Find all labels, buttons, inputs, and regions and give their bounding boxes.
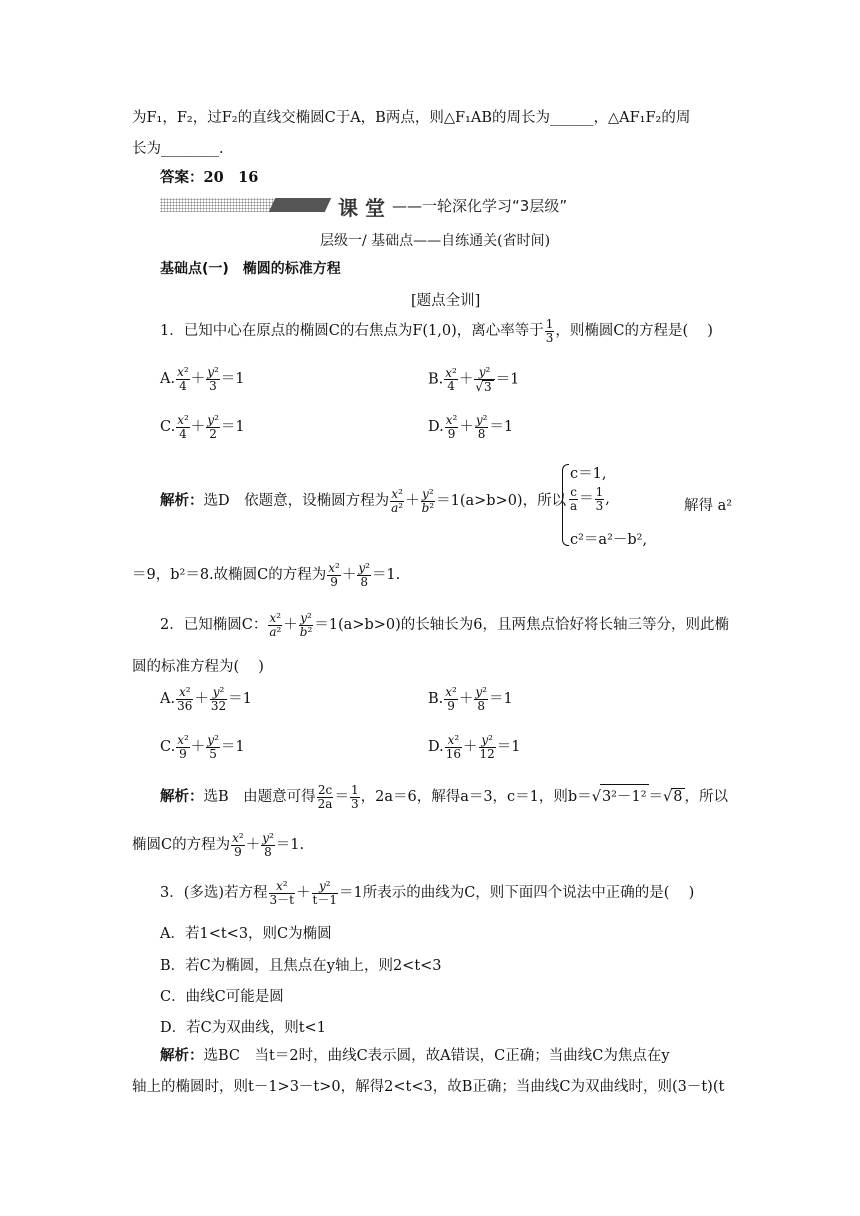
q1-equation-system [562,462,662,546]
q1-stem [160,318,713,344]
system-row-1: c＝1, [570,466,607,482]
q1-option-c: C. $\frac{\text{x²}}{4}$ ＋ $\frac{\text{y²}}{2}$ ＝1 [160,413,245,441]
q3-stem: 3．(多选)若方程 $\frac{\text{x²}}{3-t}$ ＋ $\frac{\text{y²}}{t-1}$ ＝1所表示的曲线为C，则下面四个说法中正确的是( ) [160,879,695,907]
q3-option-b: B．若C为椭圆，且焦点在y轴上，则2<t<3 [160,958,442,974]
q2-stem-line-1: 2．已知椭圆C： $\frac{\text{x²}}{\text{a²}}$ ＋ $\frac{\text{y²}}{\text{b²}}$ ＝1(a>b>0)的长轴长为6，且两焦点恰好将长轴三等分，则此椭 [160,611,730,639]
q1-solution-tail: 解得 a² [684,498,733,514]
q1-solution-line-1: 解析：选D 依题意，设椭圆方程为 $\frac{\text{x²}}{\text{a²}}$ ＋ $\frac{\text{y²}}{\text{b²}}$ ＝1(a>b>0)，所以 [160,487,567,515]
q2-option-a: A. $\frac{\text{x²}}{36}$ ＋ $\frac{\text{y²}}{32}$ ＝1 [160,685,252,713]
q2-option-c: C. $\frac{\text{x²}}{9}$ ＋ $\frac{\text{y²}}{5}$ ＝1 [160,733,245,761]
intro-line-1: 为F₁，F₂，过F₂的直线交椭圆C于A，B两点，则△F₁AB的周长为______，△AF₁F₂的周 [132,110,691,126]
sub-heading: [题点全训] [411,293,481,309]
level-line: 层级一/ 基础点——自练通关(省时间) [320,233,551,249]
q2-stem-line-2: 圆的标准方程为( ) [132,659,264,675]
q2-solution-line-1: 解析：选B 由题意可得 $\frac{2c}{2a}$ ＝ $\frac{1}{3}$ ，2a＝6，解得a＝3，c＝1，则b＝√3²－1² ＝√8 ，所以 [160,783,728,811]
q3-solution-line-2: 轴上的椭圆时，则t－1>3－t>0，解得2<t<3，故B正确；当曲线C为双曲线时，则(3－t)(t [132,1079,725,1095]
q3-option-d: D．若C为双曲线，则t<1 [160,1020,326,1036]
section-heading: 基础点(一) 椭圆的标准方程 [160,261,341,277]
q1-option-b: B. $\frac{\text{x²}}{4}$ ＋ $\frac{\text{y²}}{√3}$ ＝1 [428,365,520,394]
q2-solution-line-2: 椭圆C的方程为 $\frac{\text{x²}}{9}$ ＋ $\frac{\text{y²}}{8}$ ＝1. [132,831,305,859]
q1-option-a: A. $\frac{\text{x²}}{4}$ ＋ $\frac{\text{y²}}{3}$ ＝1 [160,365,245,393]
q3-option-c: C．曲线C可能是圆 [160,989,284,1005]
banner-decoration [160,198,330,212]
q1-stem-text: 1．已知中心在原点的椭圆C的右焦点为F(1,0)，离心率等于 [160,323,544,340]
banner-subtitle: ——一轮深化学习“3层级” [392,197,568,215]
q2-option-b: B. $\frac{\text{x²}}{9}$ ＋ $\frac{\text{y²}}{8}$ ＝1 [428,685,513,713]
q1-solution-line-2: ＝9，b²＝8.故椭圆C的方程为 $\frac{\text{x²}}{9}$ ＋ $\frac{\text{y²}}{8}$ ＝1. [132,561,401,589]
q2-option-d: D. $\frac{\text{x²}}{16}$ ＋ $\frac{\text{y²}}{12}$ ＝1 [428,733,521,761]
q1-eccentricity-fraction: $\frac{1}{3}$ [545,317,554,345]
q3-option-a: A．若1<t<3，则C为椭圆 [160,926,332,942]
q1-option-d: D. $\frac{\text{x²}}{9}$ ＋ $\frac{\text{y²}}{8}$ ＝1 [428,413,514,441]
q1-stem-tail: ，则椭圆C的方程是( ) [555,323,713,340]
system-row-2: $\frac{c}{a}$ ＝ $\frac{1}{3}$ , [570,485,610,513]
system-row-3: c²＝a²－b², [570,532,648,548]
intro-line-2: 长为________. [132,141,224,157]
banner-title: 课 堂 [338,196,385,220]
answer-line: 答案：20 16 [160,169,259,186]
banner-dots [160,198,278,212]
q3-solution-line-1: 解析：选BC 当t＝2时，曲线C表示圆，故A错误，C正确；当曲线C为焦点在y [160,1047,670,1064]
banner-slash [269,198,332,212]
